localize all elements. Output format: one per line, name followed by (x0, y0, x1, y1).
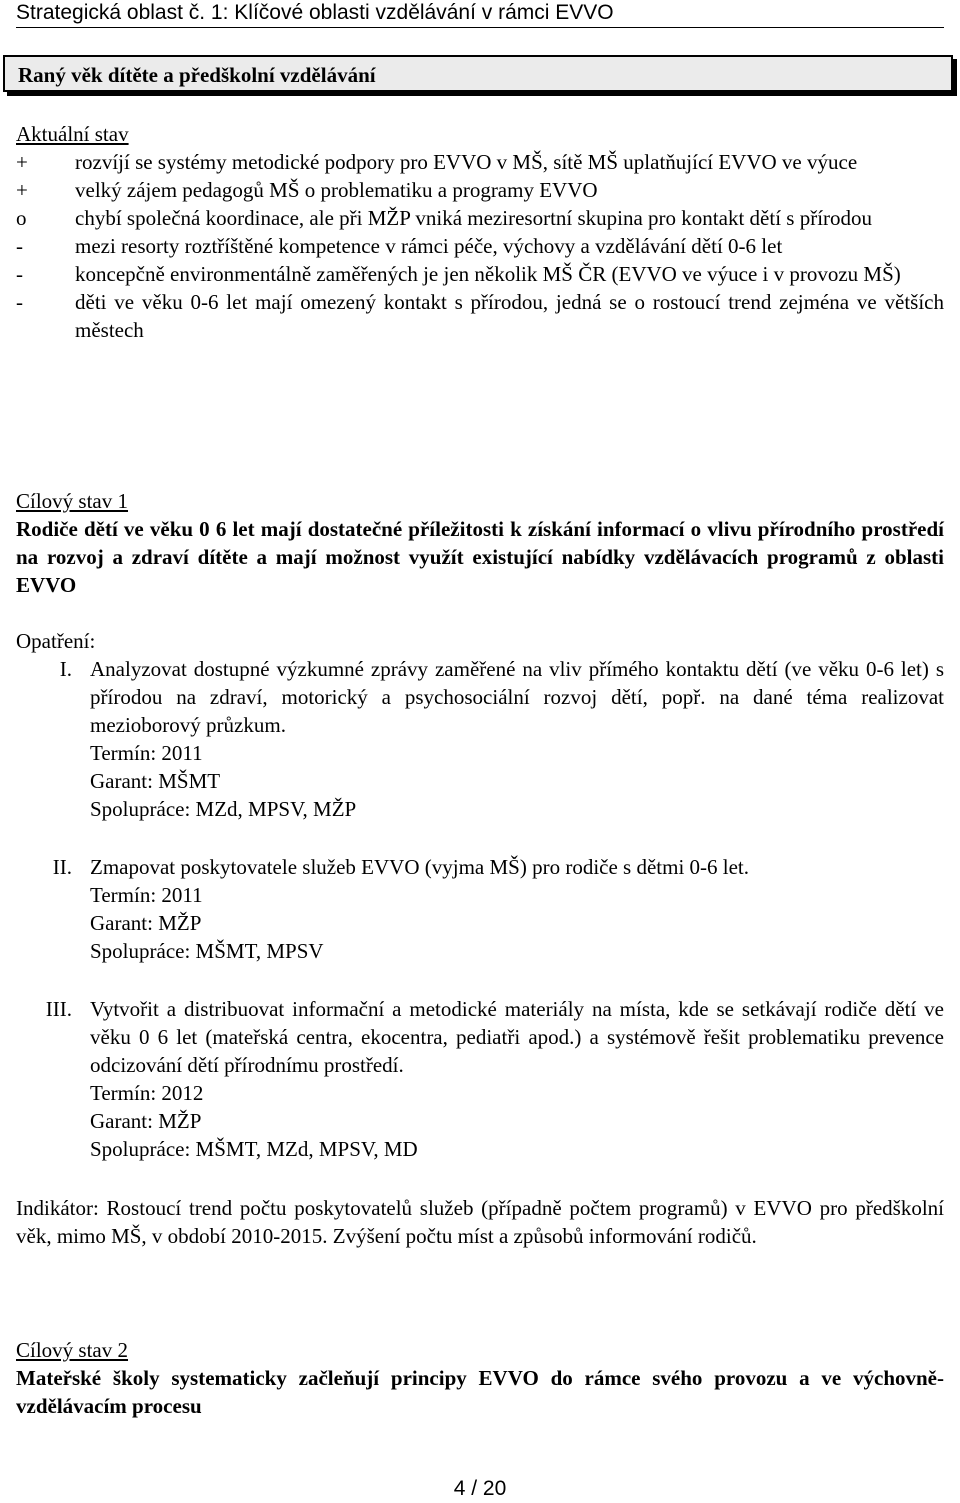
measure-text: Vytvořit a distribuovat informační a metodické materiály na místa, kde se setkávají rodiče dětí ve věku 0 6 let (mateřská centra, ekocentra, pediatři apod.) a systémově řešit problematiku prevence odcizování dětí přírodnímu prostředí. (90, 997, 944, 1077)
list-marker: o (16, 206, 27, 230)
measure-text: Zmapovat poskytovatele služeb EVVO (vyjma MŠ) pro rodiče s dětmi 0-6 let. (90, 855, 750, 879)
section-title-box (3, 55, 953, 92)
measure-term: Termín: 2011 (90, 741, 203, 765)
measure-cooperation: Spolupráce: MŠMT, MZd, MPSV, MD (90, 1137, 418, 1161)
list-marker: + (16, 178, 28, 202)
list-marker: + (16, 150, 28, 174)
goal2-section (16, 1336, 944, 1420)
page-number (0, 1476, 960, 1502)
measure-item (0, 853, 944, 965)
measure-item (0, 655, 944, 823)
measure-number: III. (45, 997, 72, 1021)
current-state-heading: Aktuální stav (16, 122, 129, 146)
page-number-text: 4 / 20 (453, 1477, 507, 1500)
header-title: Strategická oblast č. 1: Klíčové oblasti vzdělávání v rámci EVVO (16, 1, 614, 24)
list-marker: - (16, 290, 23, 314)
list-item (16, 232, 944, 260)
list-marker: - (16, 234, 23, 258)
goal1-section (16, 487, 944, 599)
measure-term: Termín: 2011 (90, 883, 203, 907)
measure-text: Analyzovat dostupné výzkumné zprávy zaměřené na vliv přímého kontaktu dětí (ve věku 0-6 let) s přírodou na zdraví, motorický a psychosociální rozvoj dětí, popř. na dané téma realizovat mezioborový průzkum. (90, 657, 944, 737)
page-header (16, 0, 944, 28)
measure-term: Termín: 2012 (90, 1081, 204, 1105)
measures-label: Opatření: (16, 629, 96, 653)
list-marker: - (16, 262, 23, 286)
list-item (16, 260, 944, 288)
list-item-text: rozvíjí se systémy metodické podpory pro EVVO v MŠ, sítě MŠ uplatňující EVVO ve výuce (75, 150, 858, 174)
measure-number: II. (52, 855, 72, 879)
measure-item (0, 995, 944, 1163)
goal1-heading: Cílový stav 1 (16, 489, 129, 513)
measures-label-block (16, 627, 944, 655)
goal2-text: Mateřské školy systematicky začleňují principy EVVO do rámce svého provozu a ve výchovně-vzdělávacím procesu (16, 1366, 944, 1418)
measure-guarantor: Garant: MŠMT (90, 769, 221, 793)
list-item (16, 204, 944, 232)
measure-guarantor: Garant: MŽP (90, 911, 202, 935)
measure-guarantor: Garant: MŽP (90, 1109, 202, 1133)
current-state-section (16, 120, 944, 344)
list-item-text: mezi resorty roztříštěné kompetence v rámci péče, výchovy a vzdělávání dětí 0-6 let (75, 234, 783, 258)
measure-number: I. (59, 657, 72, 681)
list-item-text: velký zájem pedagogů MŠ o problematiku a programy EVVO (75, 178, 598, 202)
section-title: Raný věk dítěte a předškolní vzdělávání (18, 63, 376, 87)
goal1-text: Rodiče dětí ve věku 0 6 let mají dostatečné příležitosti k získání informací o vlivu přírodního prostředí na rozvoj a zdraví dítěte a mají možnost využít existující nabídky vzdělávacích programů z oblasti EVVO (16, 517, 944, 597)
measure-cooperation: Spolupráce: MZd, MPSV, MŽP (90, 797, 357, 821)
list-item (16, 148, 944, 176)
list-item-text: koncepčně environmentálně zaměřených je jen několik MŠ ČR (EVVO ve výuce i v provozu MŠ) (75, 262, 901, 286)
goal2-heading: Cílový stav 2 (16, 1338, 129, 1362)
indicator-text: Indikátor: Rostoucí trend počtu poskytovatelů služeb (případně počtem programů) v EVVO pro předškolní věk, mimo MŠ, v období 2010-2015. Zvýšení počtu míst a způsobů informování rodičů. (16, 1196, 944, 1248)
list-item-text: chybí společná koordinace, ale při MŽP vniká meziresortní skupina pro kontakt dětí s přírodou (75, 206, 873, 230)
list-item (16, 176, 944, 204)
measure-cooperation: Spolupráce: MŠMT, MPSV (90, 939, 324, 963)
list-item-text: děti ve věku 0-6 let mají omezený kontakt s přírodou, jedná se o rostoucí trend zejména ve větších městech (75, 290, 944, 342)
list-item (16, 288, 944, 344)
indicator-block (16, 1194, 944, 1250)
